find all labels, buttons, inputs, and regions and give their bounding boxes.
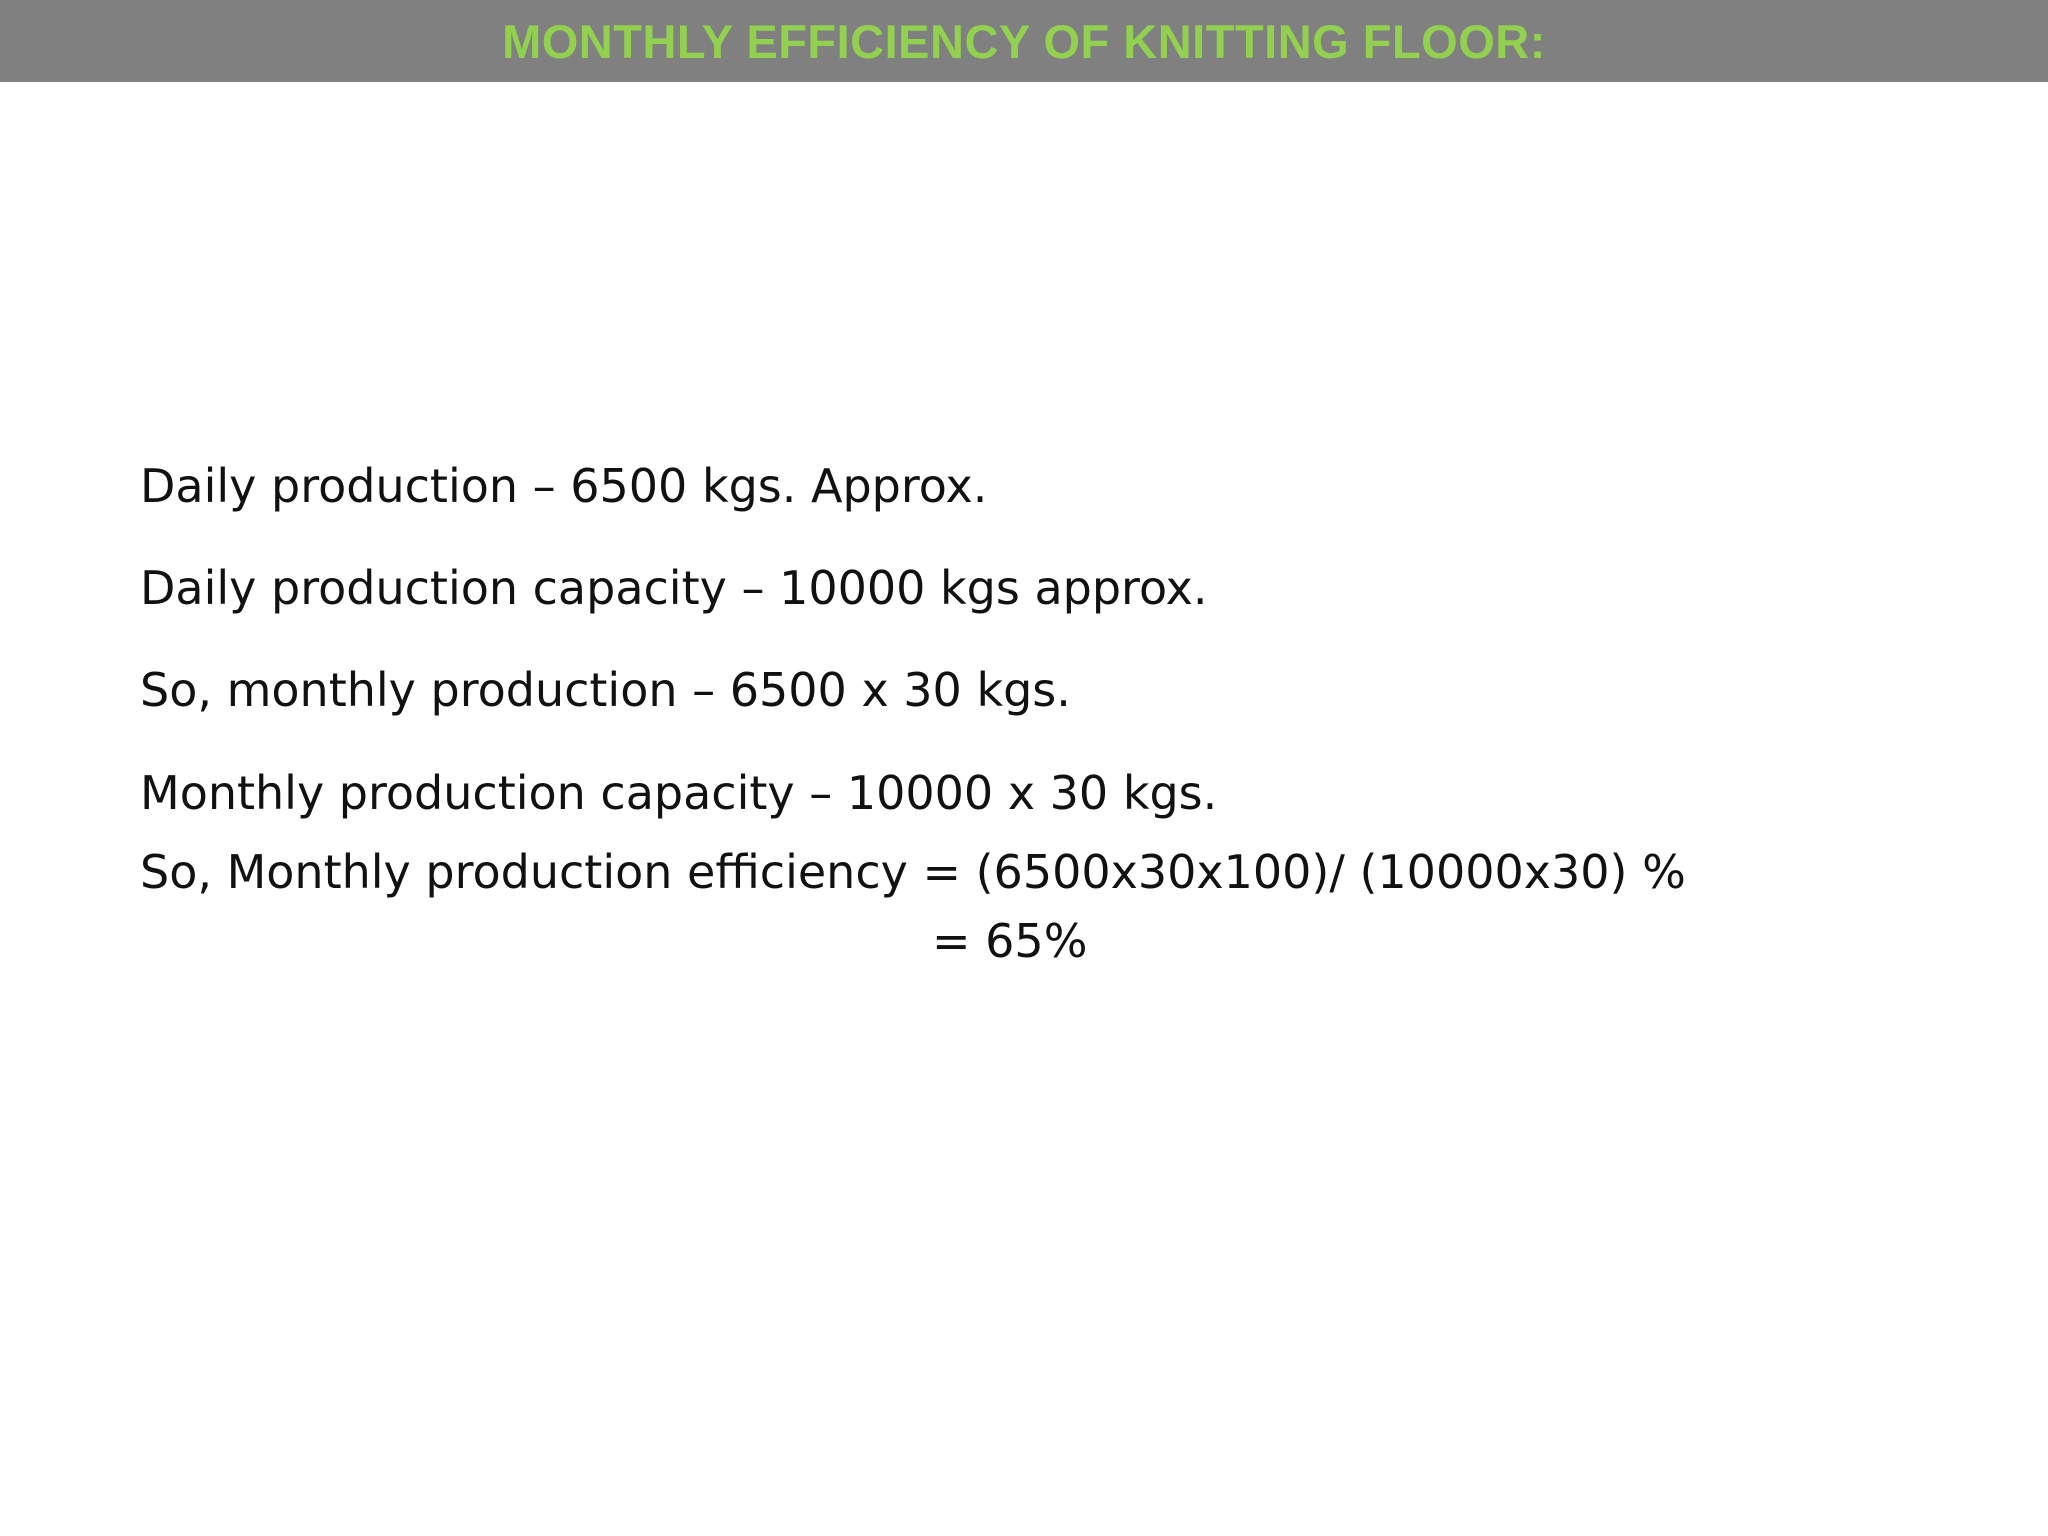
monthly-capacity-line: Monthly production capacity – 10000 x 30 kgs. (140, 766, 1218, 820)
efficiency-result-line: = 65% (932, 914, 1088, 968)
title-bar (0, 0, 2048, 82)
slide-title: MONTHLY EFFICIENCY OF KNITTING FLOOR: (502, 14, 1546, 68)
monthly-production-line: So, monthly production – 6500 x 30 kgs. (140, 663, 1071, 717)
efficiency-formula-line: So, Monthly production efficiency = (6500x30x100)/ (10000x30) % (140, 845, 1686, 899)
daily-capacity-line: Daily production capacity – 10000 kgs approx. (140, 561, 1208, 615)
daily-production-line: Daily production – 6500 kgs. Approx. (140, 459, 988, 513)
